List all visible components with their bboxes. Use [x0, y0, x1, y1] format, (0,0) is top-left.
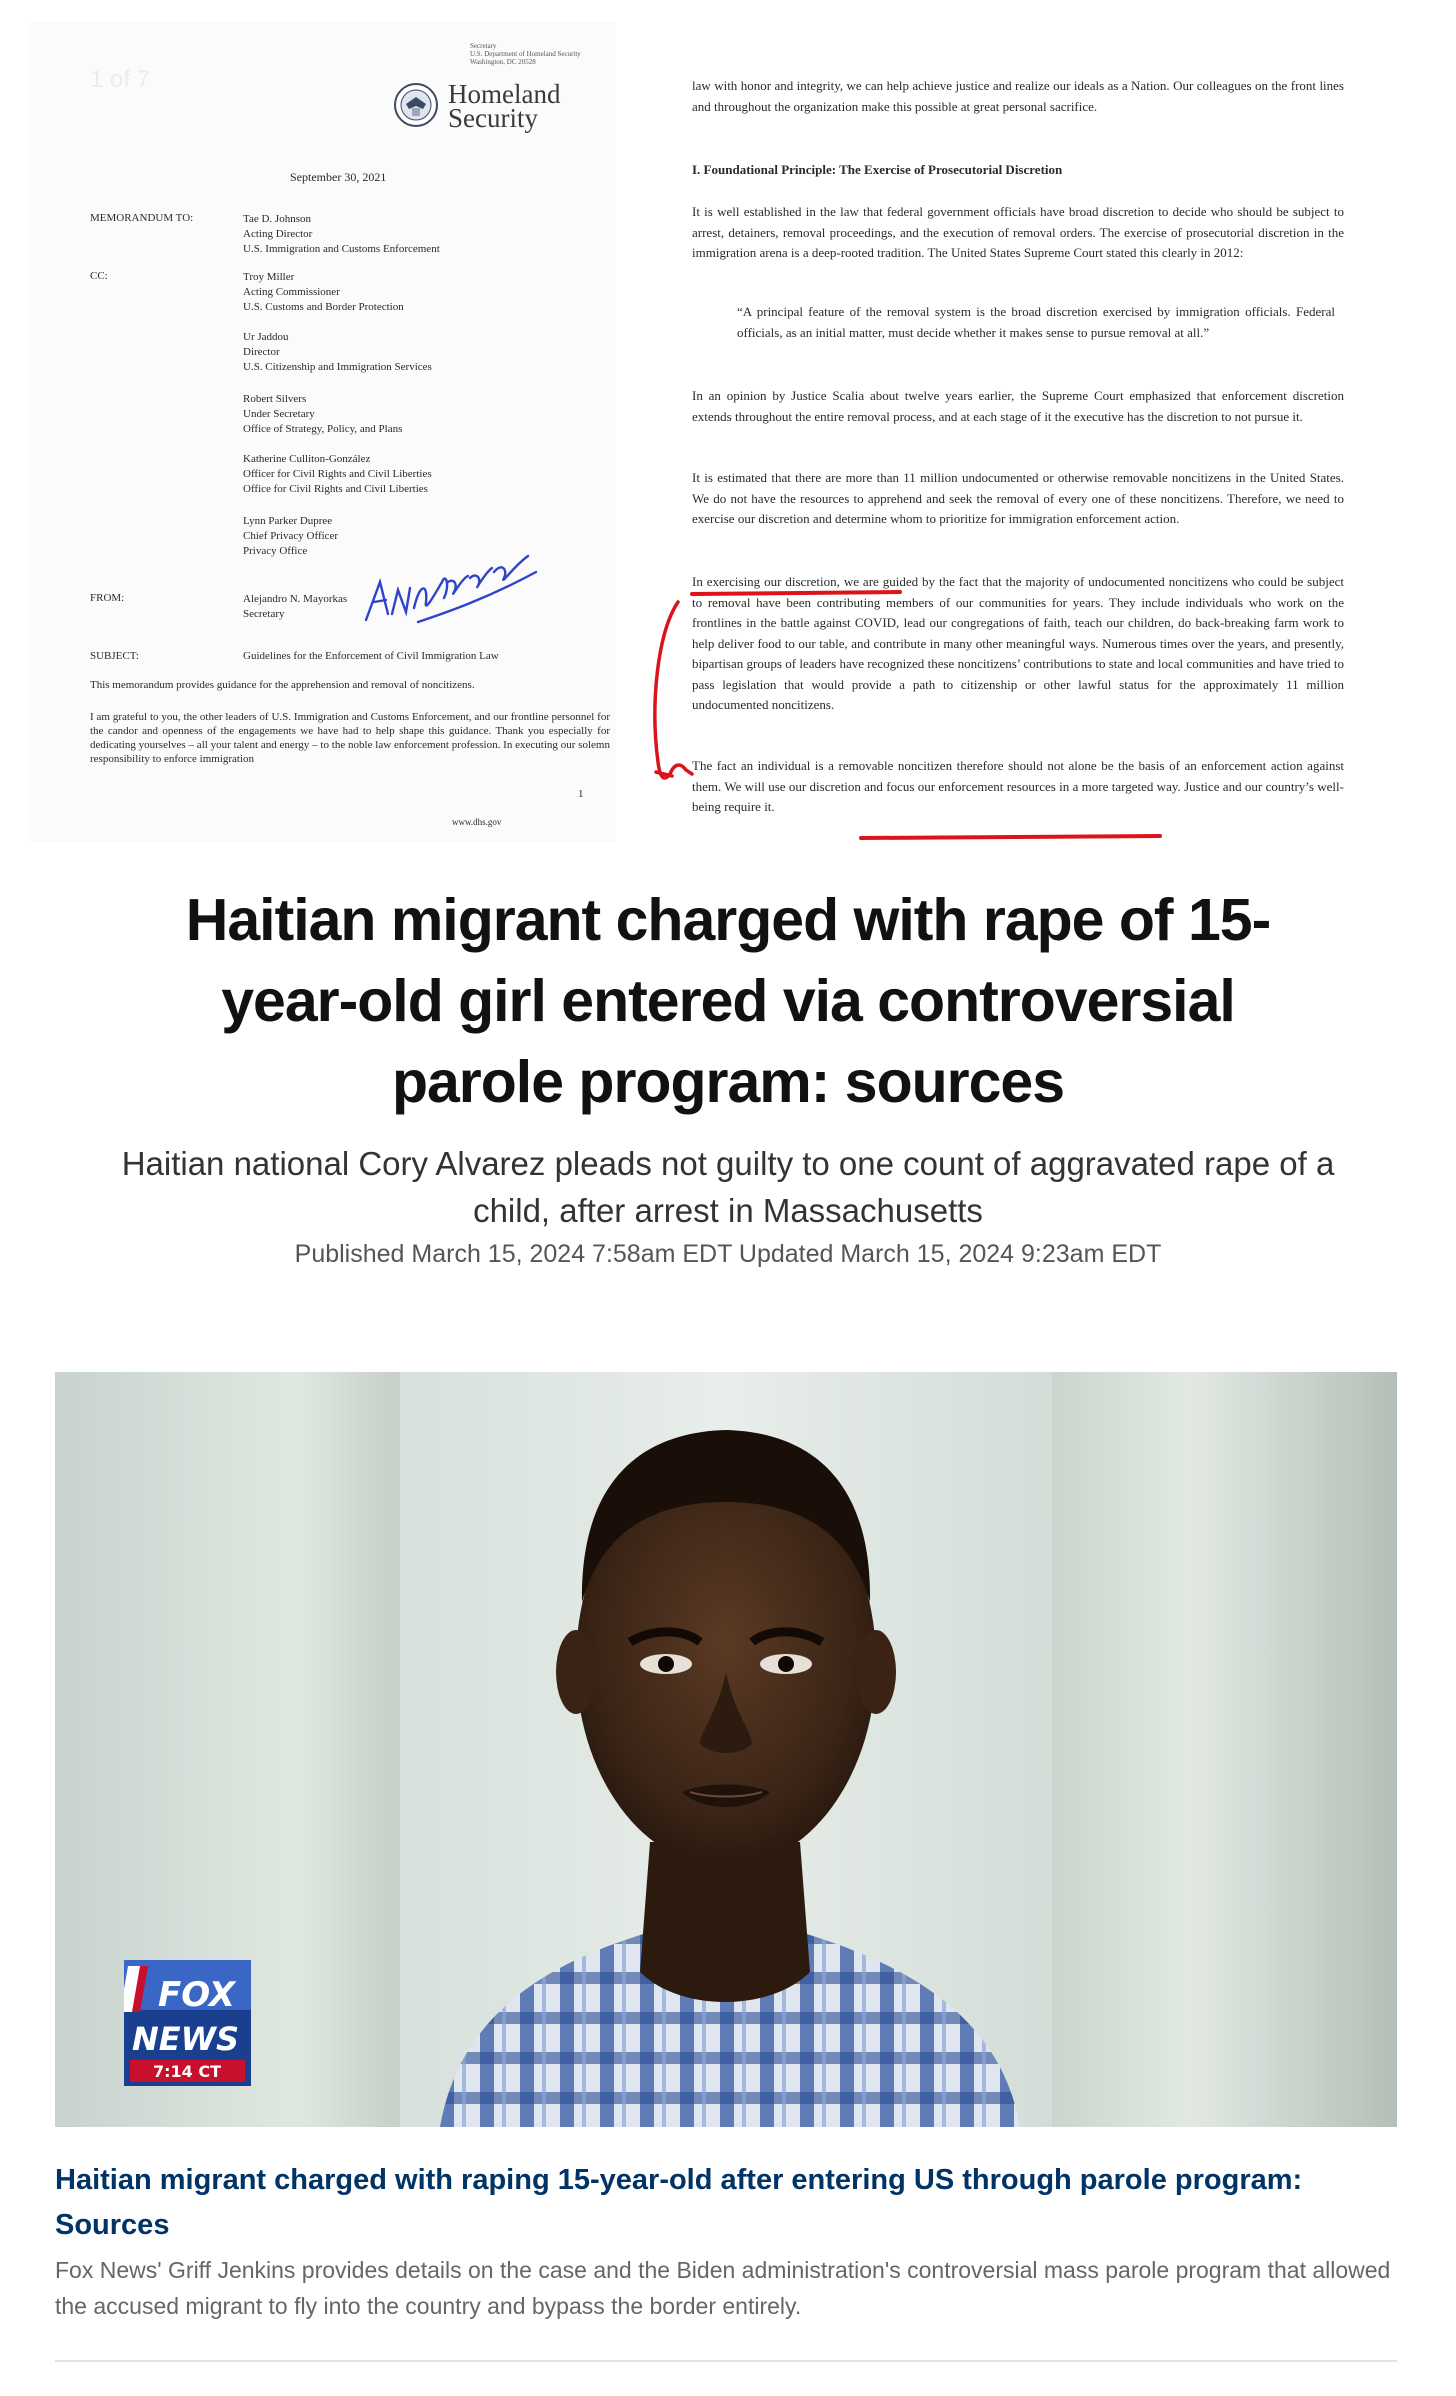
page-indicator: 1 of 7	[90, 66, 151, 93]
fox-logo-text: FOX	[158, 1975, 236, 2015]
published-date: Published March 15, 2024 7:58am EDT	[294, 1240, 732, 1268]
memo-page-2	[650, 22, 1370, 842]
letterhead-office: Secretary	[470, 42, 497, 50]
recipient-agency: U.S. Immigration and Customs Enforcement	[243, 243, 440, 255]
memo-sender	[243, 592, 347, 622]
divider	[55, 2360, 1397, 2362]
memo-subject: Guidelines for the Enforcement of Civil Immigration Law	[243, 650, 499, 662]
letterhead-address	[470, 42, 581, 66]
dhs-seal-icon	[393, 82, 439, 128]
cc-person	[243, 270, 404, 315]
article-headline	[80, 880, 1376, 1123]
memo-recipient	[243, 212, 440, 257]
letterhead-title-line1: Homeland	[448, 79, 561, 109]
headline-line: year-old girl entered via controversial	[221, 968, 1235, 1034]
sender-title: Secretary	[243, 608, 285, 620]
supreme-court-quote: “A principal feature of the removal system is the broad discretion exercised by immigration officials. Federal officials, as an initial matter, must decide whether it makes sense to pursue removal at all.”	[737, 304, 1335, 340]
cc-person	[243, 330, 432, 375]
memo-page-number: 1	[578, 788, 584, 800]
from-label: FROM:	[90, 592, 125, 604]
letterhead-title-line2: Security	[448, 103, 538, 133]
cc-name: Ur Jaddou	[243, 331, 289, 343]
section-heading: I. Foundational Principle: The Exercise of Prosecutorial Discretion	[692, 162, 1063, 177]
cc-name: Robert Silvers	[243, 393, 307, 405]
red-annotation-icon	[650, 22, 1370, 842]
letterhead-title	[448, 79, 561, 133]
cc-title: Director	[243, 346, 280, 358]
video-caption-description: Fox News' Griff Jenkins provides details on the case and the Biden administration's controversial mass parole program that allowed the accused migrant to fly into the country and bypass the border entirely.	[55, 2257, 1391, 2319]
headline-line: parole program: sources	[391, 1049, 1065, 1115]
memo-paragraph-highlighted: In exercising our discretion, we are guided by the fact that the majority of undocumented noncitizens who could be subject to removal have been contributing members of our communities for years. They include individuals who work on the frontlines in the battle against COVID, lead our congregations of faith, teach our children, do back-breaking farm work to help deliver food to our table, and contribute in many other meaningful ways. Numerous times over the years, and presently, bipartisan groups of leaders have recognized these noncitizens’ contributions to state and local communities and have tried to pass legislation that would provide a path to citizenship or other lawful status for the approximately 11 million undocumented noncitizens.	[692, 574, 1344, 712]
cc-person	[243, 514, 338, 559]
cc-name: Lynn Parker Dupree	[243, 515, 333, 527]
headline-line: Haitian migrant charged with rape of 15-	[185, 887, 1271, 953]
memo-paragraph: It is estimated that there are more than 11 million undocumented or otherwise removable noncitizens in the United States. We do not have the resources to apprehend and seek the removal of every one of these noncitizens. Therefore, we need to exercise our discretion and determine whom to prioritize for immigration enforcement action.	[692, 470, 1344, 526]
updated-date: Updated March 15, 2024 9:23am EDT	[738, 1240, 1162, 1268]
video-caption-title[interactable]: Haitian migrant charged with raping 15-year-old after entering US through parole program: Sources	[55, 2164, 1303, 2241]
cc-title: Acting Commissioner	[243, 286, 340, 298]
cc-label: CC:	[90, 270, 108, 282]
article-subhead: Haitian national Cory Alvarez pleads not guilty to one count of aggravated rape of a child, after arrest in Massachusetts	[121, 1145, 1335, 1229]
broadcast-time: 7:14 CT	[152, 2062, 222, 2081]
memo-paragraph-highlighted: The fact an individual is a removable noncitizen therefore should not alone be the basis of an enforcement action against them. We will use our discretion and focus our enforcement resources in a more targeted way. Justice and our country’s well-being require it.	[692, 758, 1344, 814]
cc-agency: Office for Civil Rights and Civil Liberties	[243, 483, 428, 495]
recipient-name: Tae D. Johnson	[243, 213, 311, 225]
cc-name: Troy Miller	[243, 271, 295, 283]
memo-paragraph: In an opinion by Justice Scalia about twelve years earlier, the Supreme Court emphasized that enforcement discretion extends throughout the entire removal process, and at each stage of it the executive has the discretion to not pursue it.	[692, 388, 1344, 424]
letterhead-city: Washington, DC 20528	[470, 58, 536, 66]
memorandum-to-label: MEMORANDUM TO:	[90, 212, 194, 224]
cc-person	[243, 392, 402, 437]
cc-name: Katherine Culliton-González	[243, 453, 371, 465]
recipient-title: Acting Director	[243, 228, 313, 240]
memo-intro: This memorandum provides guidance for the apprehension and removal of noncitizens.	[90, 679, 475, 691]
letterhead-department: U.S. Department of Homeland Security	[470, 50, 581, 58]
memo-paragraph: law with honor and integrity, we can help achieve justice and realize our ideals as a Nation. Our colleagues on the front lines and throughout the organization make this possible at great personal sacrifice.	[692, 78, 1344, 114]
cc-agency: Privacy Office	[243, 545, 308, 557]
subject-label: SUBJECT:	[90, 650, 139, 662]
cc-title: Under Secretary	[243, 408, 315, 420]
memo-paragraph: I am grateful to you, the other leaders of U.S. Immigration and Customs Enforcement, and our frontline personnel for the candor and openness of the engagements we have had to help shape this guidance. Thank you especially for dedicating yourselves – all your talent and energy – to the noble law enforcement profession. In executing our solemn responsibility to enforce immigration	[90, 711, 610, 765]
memo-paragraph: It is well established in the law that federal government officials have broad discretion to decide who should be subject to arrest, detainers, removal proceedings, and the execution of removal orders. The exercise of prosecutorial discretion in the immigration arena is a deep-rooted tradition. The United States Supreme Court stated this clearly in 2012:	[692, 204, 1344, 260]
video-background-right	[1052, 1372, 1397, 2127]
memo-url: www.dhs.gov	[452, 817, 502, 827]
cc-agency: U.S. Customs and Border Protection	[243, 301, 404, 313]
publish-info	[80, 1240, 1376, 1269]
cc-title: Chief Privacy Officer	[243, 530, 339, 542]
news-logo-text: NEWS	[132, 2020, 239, 2058]
fox-news-logo-icon	[124, 1960, 251, 2086]
mugshot-image	[400, 1372, 1052, 2127]
sender-name: Alejandro N. Mayorkas	[243, 593, 348, 605]
video-player[interactable]	[55, 1372, 1397, 2127]
signature-icon	[358, 542, 548, 632]
memo-date: September 30, 2021	[290, 170, 387, 184]
cc-person	[243, 452, 432, 497]
cc-agency: Office of Strategy, Policy, and Plans	[243, 423, 403, 435]
memo-page-1	[28, 22, 616, 842]
cc-title: Officer for Civil Rights and Civil Liberties	[243, 468, 432, 480]
cc-agency: U.S. Citizenship and Immigration Services	[243, 361, 432, 373]
